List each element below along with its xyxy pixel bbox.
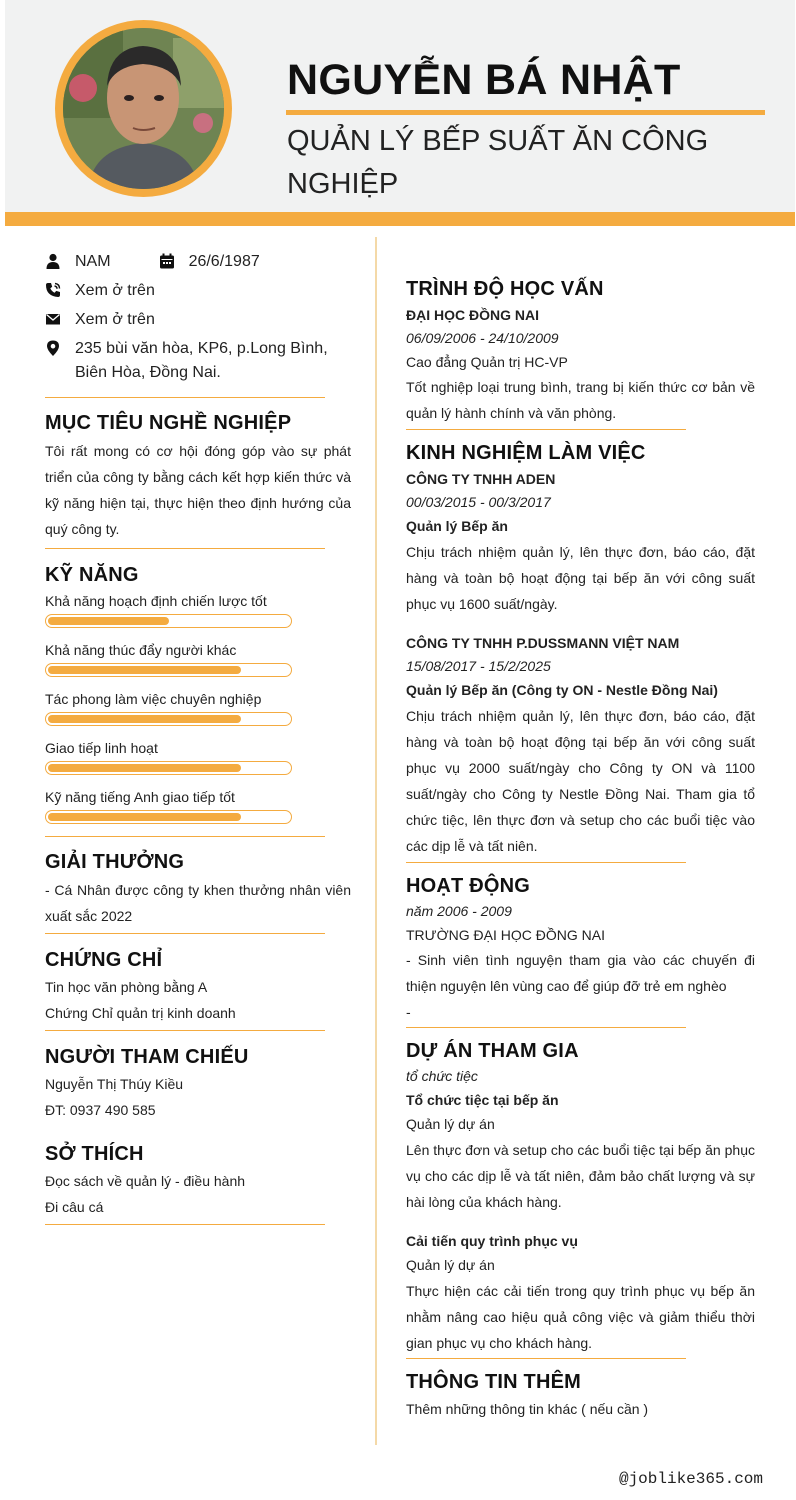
email-row — [45, 308, 351, 337]
name-underline — [286, 110, 765, 115]
section-title-awards: GIẢI THƯỞNG — [45, 851, 185, 873]
section-divider — [45, 836, 325, 837]
skill-level-bar — [45, 712, 292, 726]
education-major: Cao đẳng Quản trị HC-VP — [406, 354, 568, 370]
hobby-item: Đọc sách về quản lý - điều hành — [45, 1173, 246, 1189]
job-desc: Chịu trách nhiệm quản lý, lên thực đơn, báo cáo, đặt hàng và toàn bộ hoạt động tại bếp ăn với công suất phục vụ 1600 suất/ngày. — [406, 544, 755, 612]
more-info-text: Thêm những thông tin khác ( nếu cần ) — [406, 1401, 649, 1417]
hobby-item: Đi câu cá — [45, 1199, 104, 1215]
footer-watermark: @joblike365.com — [618, 1470, 763, 1488]
certificate-item: Chứng Chỉ quản trị kinh doanh — [45, 1005, 236, 1021]
activity-extra: - — [406, 1004, 411, 1020]
portrait-photo — [63, 28, 224, 189]
job-desc: Chịu trách nhiệm quản lý, lên thực đơn, báo cáo, đặt hàng và toàn bộ hoạt động tại bếp ăn với công suất phục vụ 2000 suất/ngày cho Công ty ON và 1100 suất/ngày cho Công ty Nestle Đồng Nai. Tham gia tổ chức tiệc, lên thực đơn và setup cho các buổi tiệc vào các dịp lễ và tất niên. — [406, 708, 755, 854]
phone-icon — [45, 282, 61, 298]
projects-section — [406, 1040, 755, 1356]
section-title-skills: KỸ NĂNG — [45, 564, 139, 586]
gender-dob-row — [45, 250, 351, 279]
gender-row — [45, 250, 111, 279]
location-pin-icon — [45, 340, 61, 356]
section-divider — [45, 933, 325, 934]
skill-level-bar — [45, 810, 292, 824]
education-date: 06/09/2006 - 24/10/2009 — [406, 330, 559, 346]
education-desc: Tốt nghiệp loại trung bình, trang bị kiến thức cơ bản về quản lý hành chính và văn phòng. — [406, 379, 755, 421]
awards-section — [45, 851, 351, 929]
section-divider — [45, 548, 325, 549]
email-value: Xem ở trên — [75, 311, 155, 328]
section-divider — [45, 1030, 325, 1031]
skill-level-fill — [48, 715, 241, 723]
project-role: Quản lý dự án — [406, 1116, 495, 1132]
address-row — [45, 337, 351, 397]
project-desc: Lên thực đơn và setup cho các buổi tiệc tại bếp ăn phục vụ cho các dịp lễ và tất niên, đảm bảo chất lượng và sự hài lòng của khách hàng. — [406, 1142, 755, 1210]
phone-row — [45, 279, 351, 308]
candidate-name: NGUYỄN BÁ NHẬT — [287, 56, 681, 104]
certificates-section — [45, 949, 351, 1026]
objective-text: Tôi rất mong có cơ hội đóng góp vào sự phát triển của công ty bằng cách kết hợp kiến thức và kỹ năng hiện tại, thực hiện theo định hướng của quý công ty. — [45, 443, 351, 537]
activity-date: năm 2006 - 2009 — [406, 903, 512, 919]
skill-name: Kỹ năng tiếng Anh giao tiếp tốt — [45, 789, 235, 805]
reference-name: Nguyễn Thị Thúy Kiều — [45, 1076, 184, 1092]
project-name: Cải tiến quy trình phục vụ — [406, 1233, 578, 1249]
skill-name: Tác phong làm việc chuyên nghiệp — [45, 691, 262, 707]
skill-name: Khả năng thúc đẩy người khác — [45, 642, 237, 658]
activity-desc: - Sinh viên tình nguyện tham gia vào các chuyến đi thiện nguyện lên vùng cao để giúp đỡ trẻ em nghèo — [406, 952, 755, 994]
hobbies-section — [45, 1143, 351, 1220]
section-divider — [45, 1224, 325, 1225]
certificate-item: Tin học văn phòng bằng A — [45, 979, 208, 995]
awards-text: - Cá Nhân được công ty khen thưởng nhân viên xuất sắc 2022 — [45, 882, 351, 924]
section-divider — [406, 1027, 686, 1028]
skills-list — [45, 591, 351, 824]
section-divider — [45, 397, 325, 398]
objective-section — [45, 412, 351, 542]
calendar-icon — [159, 253, 175, 269]
more-info-section — [406, 1371, 755, 1422]
project-desc: Thực hiện các cải tiến trong quy trình phục vụ bếp ăn nhằm nâng cao hiệu quả công việc và giảm thiểu thời gian phục vụ cho khách hàng. — [406, 1283, 755, 1351]
section-title-hobbies: SỞ THÍCH — [45, 1143, 144, 1165]
job-entry — [406, 468, 755, 617]
avatar — [63, 28, 224, 189]
right-column — [406, 278, 755, 1422]
reference-phone: ĐT: 0937 490 585 — [45, 1102, 156, 1118]
job-date: 15/08/2017 - 15/2/2025 — [406, 658, 551, 674]
education-school: ĐẠI HỌC ĐỒNG NAI — [406, 307, 539, 323]
project-name: Tổ chức tiệc tại bếp ăn — [406, 1092, 559, 1108]
skill-level-bar — [45, 663, 292, 677]
job-date: 00/03/2015 - 00/3/2017 — [406, 494, 551, 510]
activity-org: TRƯỜNG ĐẠI HỌC ĐỒNG NAI — [406, 927, 605, 943]
address-value: 235 bùi văn hòa, KP6, p.Long Bình, Biên Hòa, Đồng Nai. — [75, 340, 328, 381]
header-accent-bar — [5, 212, 795, 226]
references-section — [45, 1046, 351, 1123]
skill-level-fill — [48, 813, 241, 821]
skill-name: Khả năng hoạch định chiến lược tốt — [45, 593, 267, 609]
skill-level-fill — [48, 666, 241, 674]
project-entry — [406, 1229, 755, 1356]
skill-level-bar — [45, 761, 292, 775]
envelope-icon — [45, 311, 61, 327]
skill-level-fill — [48, 617, 169, 625]
gender-value: NAM — [75, 253, 111, 270]
left-column — [45, 250, 351, 1225]
phone-value: Xem ở trên — [75, 282, 155, 299]
project-role: Quản lý dự án — [406, 1257, 495, 1273]
section-title-certificates: CHỨNG CHỈ — [45, 949, 163, 971]
dob-row — [159, 250, 260, 279]
user-icon — [45, 253, 61, 269]
section-divider — [406, 429, 686, 430]
experience-section — [406, 442, 755, 859]
projects-subtitle: tổ chức tiệc — [406, 1068, 478, 1084]
job-company: CÔNG TY TNHH P.DUSSMANN VIỆT NAM — [406, 635, 680, 651]
project-entry — [406, 1088, 755, 1215]
header — [5, 0, 795, 226]
job-entry — [406, 632, 755, 859]
job-role: Quản lý Bếp ăn — [406, 518, 508, 534]
job-title: QUẢN LÝ BẾP SUẤT ĂN CÔNG NGHIỆP — [287, 125, 709, 200]
section-title-objective: MỤC TIÊU NGHỀ NGHIỆP — [45, 412, 292, 434]
job-company: CÔNG TY TNHH ADEN — [406, 471, 556, 487]
section-divider — [406, 1358, 686, 1359]
job-role: Quản lý Bếp ăn (Công ty ON - Nestle Đồng Nai) — [406, 682, 718, 698]
skill-name: Giao tiếp linh hoạt — [45, 740, 158, 756]
skill-level-fill — [48, 764, 241, 772]
column-divider — [375, 237, 377, 1445]
section-divider — [406, 862, 686, 863]
activities-section — [406, 875, 755, 1025]
section-title-activities: HOẠT ĐỘNG — [406, 875, 531, 897]
section-title-projects: DỰ ÁN THAM GIA — [406, 1040, 579, 1062]
education-section — [406, 278, 755, 426]
section-title-more-info: THÔNG TIN THÊM — [406, 1371, 582, 1393]
skills-section — [45, 564, 351, 824]
dob-value: 26/6/1987 — [188, 253, 260, 270]
section-title-experience: KINH NGHIỆM LÀM VIỆC — [406, 442, 646, 464]
avatar-ring — [55, 20, 232, 197]
section-title-references: NGƯỜI THAM CHIẾU — [45, 1046, 249, 1068]
section-title-education: TRÌNH ĐỘ HỌC VẤN — [406, 278, 604, 300]
skill-level-bar — [45, 614, 292, 628]
